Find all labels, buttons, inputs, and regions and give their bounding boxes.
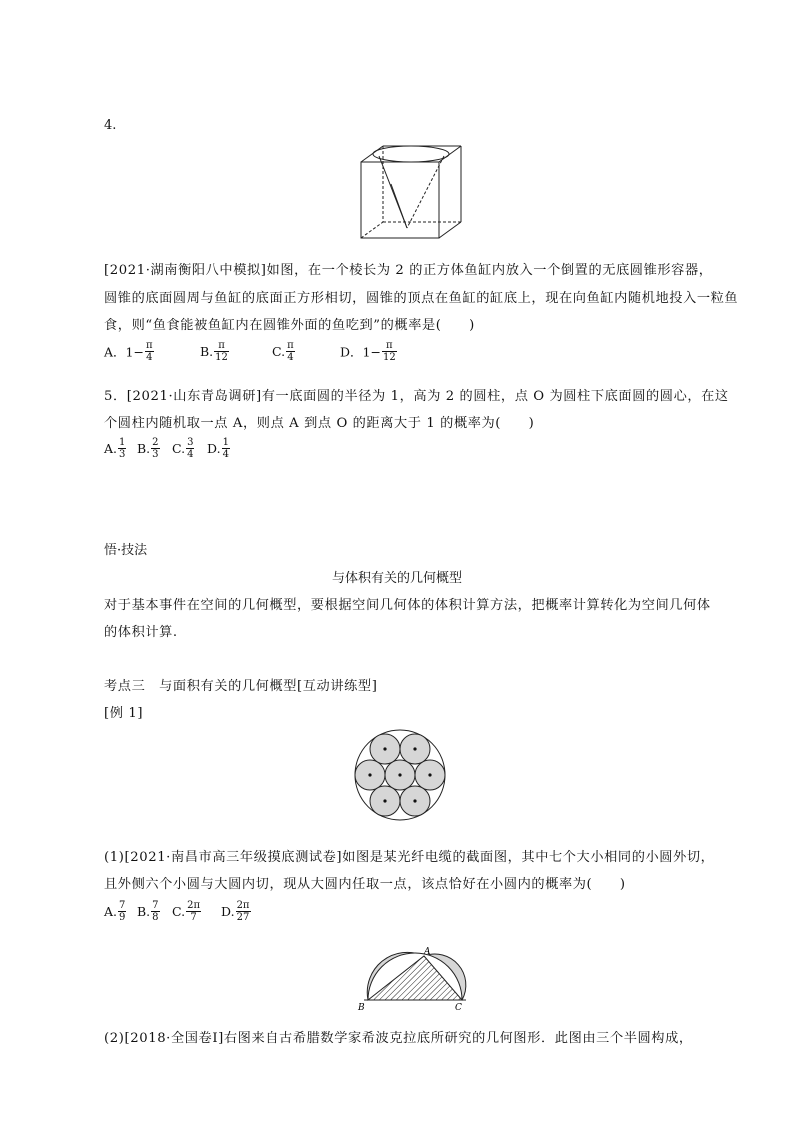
example-1-1-option-c[interactable]: C. $\frac{2\pi}{7}$ — [172, 900, 201, 923]
technique-body-line-2: 的体积计算. — [104, 625, 178, 640]
technique-header: 悟·技法 — [104, 543, 148, 558]
example-1-2-text-line-1: (2)[2018·全国卷Ⅰ]右图来自古希腊数学家希波克拉底所研究的几何图形．此图由三个半圆构成， — [104, 1031, 693, 1046]
problem-5-text-line-1: 5．[2021·山东青岛调研]有一底面圆的半径为 1，高为 2 的圆柱，点 O 为圆柱下底面圆的圆心，在这 — [104, 389, 729, 404]
problem-4-option-a[interactable]: A．1− $\frac{\pi}{4}$ — [104, 340, 153, 363]
example-1-1-text-line-1: (1)[2021·南昌市高三年级摸底测试卷]如图是某光纤电缆的截面图，其中七个大小相同的小圆外切， — [104, 850, 715, 865]
problem-4-option-b[interactable]: B. $\frac{\pi}{12}$ — [200, 340, 228, 363]
example-1-1-option-d[interactable]: D. $\frac{2\pi}{27}$ — [221, 900, 250, 923]
problem-4-option-d[interactable]: D．1− $\frac{\pi}{12}$ — [340, 340, 396, 363]
example-1-1-option-b[interactable]: B. $\frac{7}{8}$ — [137, 900, 159, 923]
problem-4-option-c[interactable]: C. $\frac{\pi}{4}$ — [272, 340, 294, 363]
label-a: A — [424, 947, 431, 957]
problem-5-option-c[interactable]: C. $\frac{3}{4}$ — [172, 437, 194, 460]
technique-body-line-1: 对于基本事件在空间的几何概型，要根据空间几何体的体积计算方法，把概率计算转化为空间几何体 — [104, 598, 711, 613]
fiber-cable-figure — [353, 728, 447, 822]
problem-4-number: 4. — [104, 118, 117, 133]
label-b: B — [358, 1003, 365, 1013]
problem-4-text-line-3: 食，则“鱼食能被鱼缸内在圆锥外面的鱼吃到”的概率是( ) — [104, 318, 475, 333]
problem-5-option-d[interactable]: D. $\frac{1}{4}$ — [207, 437, 229, 460]
problem-5-option-a[interactable]: A. $\frac{1}{3}$ — [104, 437, 126, 460]
problem-4-text-line-2: 圆锥的底面圆周与鱼缸的底面正方形相切，圆锥的顶点在鱼缸的缸底上，现在向鱼缸内随机地投入一粒鱼 — [104, 291, 739, 306]
example-1-label: [例 1] — [104, 706, 144, 721]
problem-4-text-line-1: [2021·湖南衡阳八中模拟]如图，在一个棱长为 2 的正方体鱼缸内放入一个倒置的无底圆锥形容器， — [104, 263, 713, 278]
hippocrates-lune-figure — [350, 944, 470, 1014]
label-c: C — [455, 1003, 462, 1013]
problem-5-option-b[interactable]: B. $\frac{2}{3}$ — [137, 437, 159, 460]
cube-cone-figure — [355, 142, 467, 242]
section-3-heading: 考点三 与面积有关的几何概型[互动讲练型] — [104, 679, 378, 694]
example-1-1-option-a[interactable]: A. $\frac{7}{9}$ — [104, 900, 126, 923]
example-1-1-text-line-2: 且外侧六个小圆与大圆内切，现从大圆内任取一点，该点恰好在小圆内的概率为( ) — [104, 877, 626, 892]
technique-title: 与体积有关的几何概型 — [331, 571, 462, 586]
problem-5-text-line-2: 个圆柱内随机取一点 A，则点 A 到点 O 的距离大于 1 的概率为( ) — [104, 416, 535, 431]
